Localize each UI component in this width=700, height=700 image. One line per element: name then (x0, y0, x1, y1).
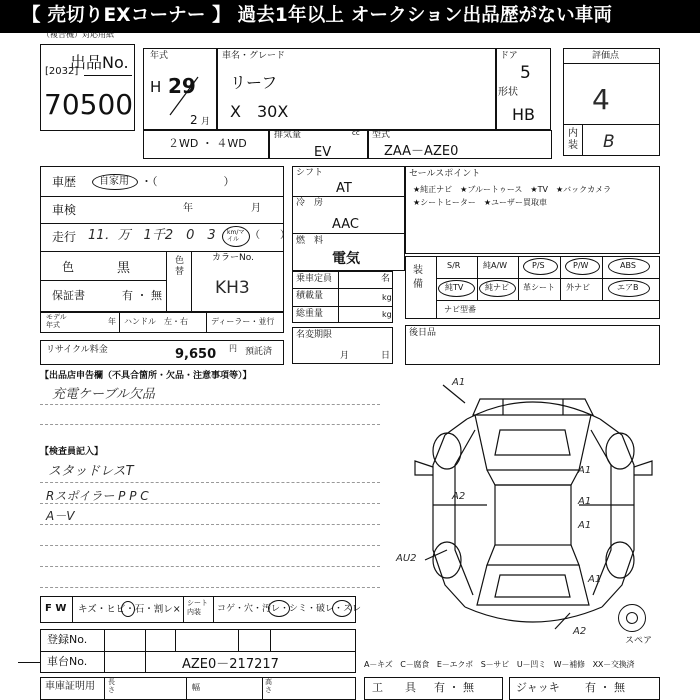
mileage-value: 11．万 1千2 0 3 (88, 228, 216, 243)
load-unit: kg (382, 293, 392, 302)
rename-label: 名変期限 (296, 330, 333, 340)
fuel-label: 燃 料 (296, 236, 324, 246)
equipment-label: 装備 (413, 265, 423, 290)
equip-tv: 純TV (445, 283, 464, 292)
interior-value: B (603, 132, 615, 152)
shape-value: HB (512, 105, 536, 124)
inspection-label: 車検 (52, 203, 77, 217)
shift-label: シフト (296, 168, 324, 178)
cert-height: 高さ (265, 678, 272, 694)
mileage-paren: （ ） (250, 230, 290, 241)
tools-value: 有 ・ 無 (434, 681, 474, 694)
seat-label: シート内装 (187, 599, 208, 617)
declaration-text: 充電ケーブル欠品 (52, 387, 155, 402)
inspection-year: 年 (183, 203, 193, 214)
inspector-line2: Rスポイラー P P C (46, 489, 149, 503)
car-grade: X 30X (230, 102, 289, 121)
car-diagram (405, 375, 660, 640)
inspector-line3: A－V (46, 509, 75, 523)
color-label: 色 (62, 260, 75, 274)
model-year-year: 年 (108, 317, 116, 326)
equip-pw: P/W (573, 261, 589, 270)
year-value: 29 (168, 74, 196, 98)
navi-model-label: ナビ型番 (444, 305, 476, 314)
interior-label: 内装 (568, 128, 578, 151)
year-label: 年式 (150, 51, 169, 61)
lot-number: 70500 (44, 88, 134, 121)
equip-airbag: エアB (617, 283, 639, 292)
displacement-value: EV (314, 145, 332, 160)
shape-label: 形状 (498, 87, 518, 98)
model-year-dealer: ディーラー・並行 (211, 317, 275, 326)
color-change-label: 色替 (175, 256, 185, 277)
declaration-label: 【出品店申告欄（不具合箇所・欠品・注意事項等）】 (40, 371, 252, 381)
mark-rear: A2 (573, 626, 587, 637)
mark-right-door: A1 (578, 496, 592, 507)
jack-label: ジャッキ (516, 681, 560, 694)
model-year-handle: ハンドル 左・右 (124, 317, 188, 326)
rename-month: 月 (340, 351, 350, 361)
drive-value: ２WD ・ ４WD (168, 137, 247, 150)
cert-length: 長さ (108, 678, 115, 694)
inspector-line1: スタッドレスT (48, 464, 134, 479)
car-name: リーフ (230, 73, 278, 92)
car-name-label: 車名・グレード (222, 51, 286, 61)
sales-points-box (405, 166, 660, 254)
shift-value: AT (336, 181, 352, 196)
equip-alloy: 純A/W (483, 261, 508, 270)
capacity-label: 乗車定員 (296, 274, 333, 284)
warranty-value: 有 ・ 無 (122, 289, 162, 302)
score-label: 評価点 (592, 51, 620, 61)
jack-value: 有 ・ 無 (585, 681, 625, 694)
fw-label: F W (45, 603, 67, 614)
chassis-value: AZE0－217217 (182, 657, 279, 672)
score-value: 4 (592, 83, 610, 116)
mileage-unit: km/マイル (227, 229, 245, 243)
model-year-label: モデル年式 (46, 313, 67, 330)
year-era: H (150, 78, 162, 96)
model-label: 型式 (372, 130, 391, 140)
equip-sr: S/R (447, 261, 461, 270)
inspection-month: 月 (251, 203, 261, 214)
doors-value: 5 (520, 63, 531, 83)
recycle-unit: 円 (229, 344, 237, 353)
inspector-label: 【検査員記入】 (40, 447, 104, 457)
sales-points-label: セールスポイント (409, 169, 481, 179)
color-code-label: カラーNo. (212, 253, 254, 263)
after-box (405, 325, 660, 365)
color-code: KH3 (215, 278, 250, 298)
mark-front: A1 (452, 377, 466, 388)
banner-title: 【 売切りEXコーナー 】 過去1年以上 オークション出品歴がない車両 (22, 5, 613, 26)
recycle-label: リサイクル料金 (46, 345, 108, 355)
history-rest: ・（ ） (141, 175, 235, 188)
mileage-label: 走行 (52, 230, 77, 244)
form-note: （複合機）対応用紙 (42, 30, 114, 39)
mark-right-quarter: A1 (588, 574, 602, 585)
displacement-unit: cc (352, 129, 360, 137)
gross-unit: kg (382, 310, 392, 319)
fw-text: キズ・ヒビ・石・割レ× (78, 604, 181, 615)
history-value: 自家用 (99, 176, 129, 187)
fuel-value: 電気 (332, 251, 360, 267)
sales-points-line2: ★シートヒーター ★ユーザー買取車 (413, 198, 548, 207)
aircon-value: AAC (332, 217, 359, 232)
model-value: ZAA－AZE0 (384, 144, 459, 159)
color-value: 黒 (117, 261, 131, 276)
spare-label: スペア (625, 636, 653, 646)
lot-label: 出品No. (70, 53, 129, 72)
reg-label: 登録No. (47, 633, 88, 646)
equip-abs: ABS (620, 261, 636, 270)
chassis-label: 車台No. (47, 655, 88, 668)
seat-text: コゲ・穴・汚レ・シミ・破レ・スレ (217, 604, 362, 614)
gross-label: 総重量 (296, 309, 324, 319)
cert-width: 幅 (192, 683, 200, 692)
history-label: 車歴 (52, 175, 77, 189)
equip-leather: 革シート (523, 283, 555, 292)
year-month: 2 (190, 113, 198, 127)
recycle-value: 9,650 (175, 347, 217, 362)
doors-label: ドア (500, 51, 518, 61)
recycle-deposit: 預託済 (245, 347, 273, 357)
cert-label: 車庫証明用 (45, 681, 95, 692)
aircon-label: 冷 房 (296, 198, 324, 208)
tools-label: 工 具 (372, 681, 416, 694)
equip-navi: 純ナビ (485, 283, 509, 292)
after-label: 後日品 (409, 328, 437, 338)
mark-right-front: A1 (578, 465, 592, 476)
warranty-label: 保証書 (52, 289, 85, 302)
mark-left-door: A2 (452, 491, 466, 502)
equip-ext-navi: 外ナビ (566, 283, 590, 292)
mark-right-rear: A1 (578, 520, 592, 531)
load-label: 積載量 (296, 291, 324, 301)
mark-left-rear: AU2 (396, 553, 417, 564)
displacement-label: 排気量 (274, 130, 302, 140)
lot-tag: [2032] (45, 66, 79, 77)
rename-day: 日 (381, 351, 391, 361)
damage-legend: A－キズ C－腐食 E－エクボ S－サビ U－凹ミ W－補修 XX－交換済 (364, 660, 635, 669)
equip-ps: P/S (532, 261, 545, 270)
capacity-unit: 名 (381, 274, 391, 284)
year-month-unit: 月 (201, 117, 211, 127)
sales-points-line1: ★純正ナビ ★ブルートゥース ★TV ★バックカメラ (413, 185, 612, 194)
